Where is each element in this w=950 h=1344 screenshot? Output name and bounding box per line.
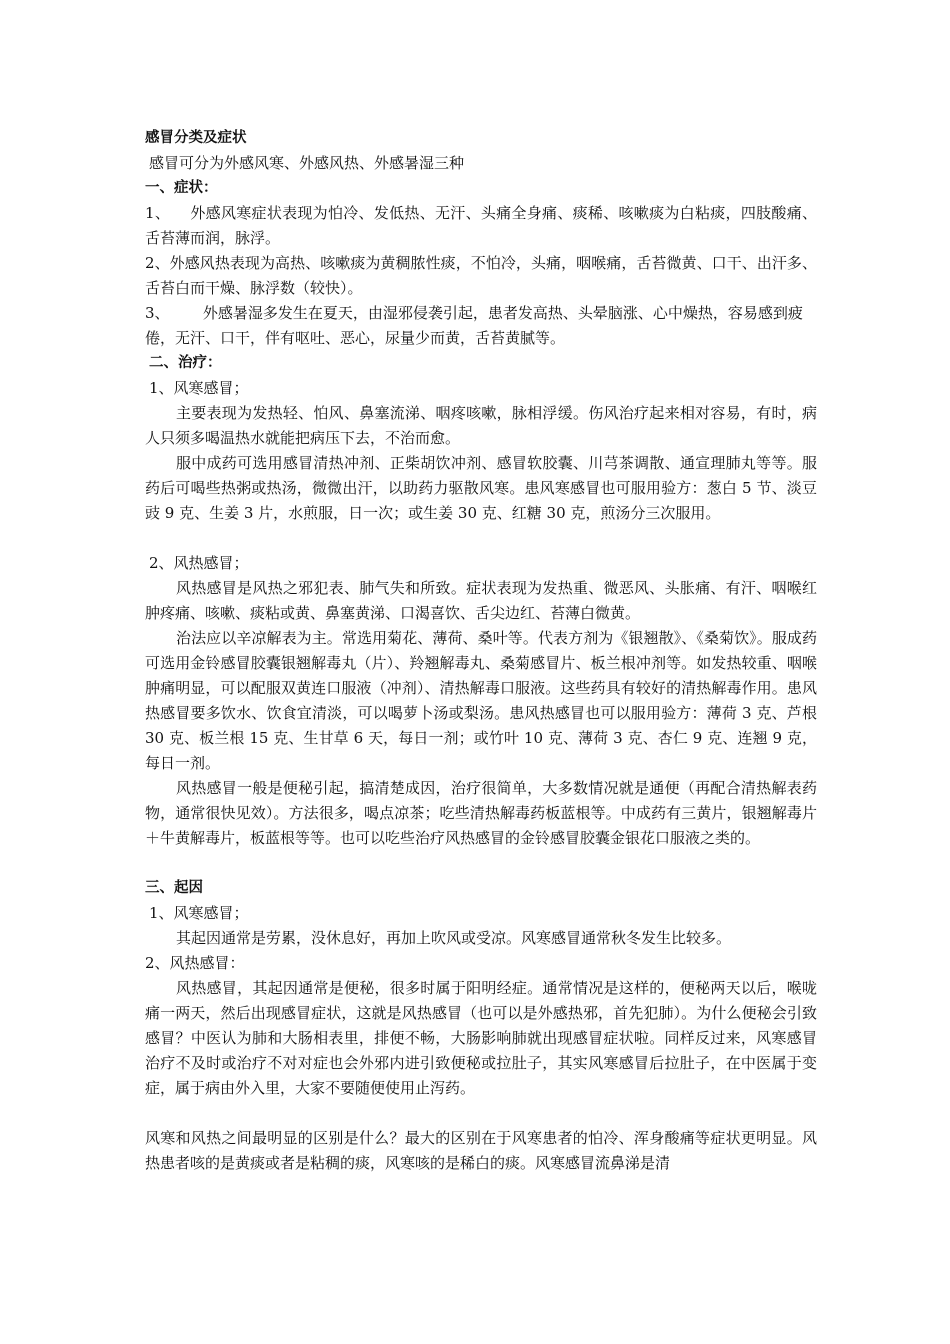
treatment-wind-heat-title: 2、风热感冒；: [149, 554, 249, 572]
cause-wind-heat-title: 2、风热感冒：: [145, 954, 245, 972]
spacer: [145, 526, 817, 551]
intro-line: 感冒可分为外感风寒、外感风热、外感暑湿三种: [149, 154, 465, 172]
treatment-wind-heat-paragraph-1: 风热感冒是风热之邪犯表、肺气失和所致。症状表现为发热重、微恶风、头胀痛、有汗、咽喉红肿疼痛、咳嗽、痰粘或黄、鼻塞黄涕、口渴喜饮、舌尖边红、苔薄白微黄。: [145, 579, 817, 622]
symptom-item-2: 2、外感风热表现为高热、咳嗽痰为黄稠脓性痰，不怕冷，头痛，咽喉痛，舌苔微黄、口干、出汗多、舌苔白而干燥、脉浮数（较快）。: [145, 254, 817, 297]
treatment-wind-cold-paragraph-2: 服中成药可选用感冒清热冲剂、正柴胡饮冲剂、感冒软胶囊、川芎茶调散、通宣理肺丸等等。服药后可喝些热粥或热汤，微微出汗，以助药力驱散风寒。患风寒感冒也可服用验方：葱白 5 节、淡豆豉 9 克、生姜 3 片，水煎服，日一次；或生姜 30 克、红糖 30 克，煎汤分三次服用。: [145, 454, 817, 522]
cause-wind-cold-title: 1、风寒感冒；: [149, 904, 249, 922]
treatment-wind-heat-paragraph-2: 治法应以辛凉解表为主。常选用菊花、薄荷、桑叶等。代表方剂为《银翘散》、《桑菊饮》。服成药可选用金铃感冒胶囊银翘解毒丸（片）、羚翘解毒丸、桑菊感冒片、板兰根冲剂等。如发热较重、咽喉肿痛明显，可以配服双黄连口服液（冲剂）、清热解毒口服液。这些药具有较好的清热解毒作用。患风热感冒要多饮水、饮食宜清淡，可以喝萝卜汤或梨汤。患风热感冒也可以服用验方：薄荷 3 克、芦根 30 克、板兰根 15 克、生甘草 6 天，每日一剂；或竹叶 10 克、薄荷 3 克、杏仁 9 克、连翘 9 克，每日一剂。: [145, 629, 817, 772]
spacer: [145, 851, 817, 876]
document-title: 感冒分类及症状: [145, 130, 247, 146]
cause-wind-cold-paragraph: 其起因通常是劳累，没休息好，再加上吹风或受凉。风寒感冒通常秋冬发生比较多。: [176, 929, 732, 947]
symptom-item-1: 1、 外感风寒症状表现为怕冷、发低热、无汗、头痛全身痛、痰稀、咳嗽痰为白粘痰，四肢酸痛、舌苔薄而润，脉浮。: [145, 204, 817, 247]
spacer: [145, 1101, 817, 1126]
treatment-wind-heat-paragraph-3: 风热感冒一般是便秘引起，搞清楚成因，治疗很简单，大多数情况就是通便（再配合清热解表药物，通常很快见效）。方法很多，喝点凉茶；吃些清热解毒药板蓝根等。中成药有三黄片，银翘解毒片＋牛黄解毒片，板蓝根等等。也可以吃些治疗风热感冒的金铃感冒胶囊金银花口服液之类的。: [145, 779, 817, 847]
closing-paragraph: 风寒和风热之间最明显的区别是什么？最大的区别在于风寒患者的怕冷、浑身酸痛等症状更明显。风热患者咳的是黄痰或者是粘稠的痰，风寒咳的是稀白的痰。风寒感冒流鼻涕是清: [145, 1129, 817, 1172]
treatment-wind-cold-title: 1、风寒感冒；: [149, 379, 249, 397]
document-page: [145, 126, 817, 1176]
section-heading-treatment: 二、治疗：: [149, 355, 222, 371]
cause-wind-heat-paragraph: 风热感冒，其起因通常是便秘，很多时属于阳明经症。通常情况是这样的，便秘两天以后，喉咙痛一两天，然后出现感冒症状，这就是风热感冒（也可以是外感热邪，首先犯肺）。为什么便秘会引致感冒？中医认为肺和大肠相表里，排便不畅，大肠影响肺就出现感冒症状啦。同样反过来，风寒感冒治疗不及时或治疗不对对症也会外邪内进引致便秘或拉肚子，其实风寒感冒后拉肚子，在中医属于变症，属于病由外入里，大家不要随便使用止泻药。: [145, 979, 817, 1097]
section-heading-symptoms: 一、症状：: [145, 180, 218, 196]
section-heading-causes: 三、起因: [145, 880, 203, 896]
symptom-item-3-continued: 倦，无汗、口干，伴有呕吐、恶心，尿量少而黄，舌苔黄腻等。: [145, 329, 566, 347]
symptom-item-3: 3、 外感暑湿多发生在夏天，由湿邪侵袭引起，患者发高热、头晕脑涨、心中燥热，容易感到疲: [145, 304, 803, 322]
treatment-wind-cold-paragraph-1: 主要表现为发热轻、怕风、鼻塞流涕、咽疼咳嗽，脉相浮缓。伤风治疗起来相对容易，有时，病人只须多喝温热水就能把病压下去，不治而愈。: [145, 404, 817, 447]
